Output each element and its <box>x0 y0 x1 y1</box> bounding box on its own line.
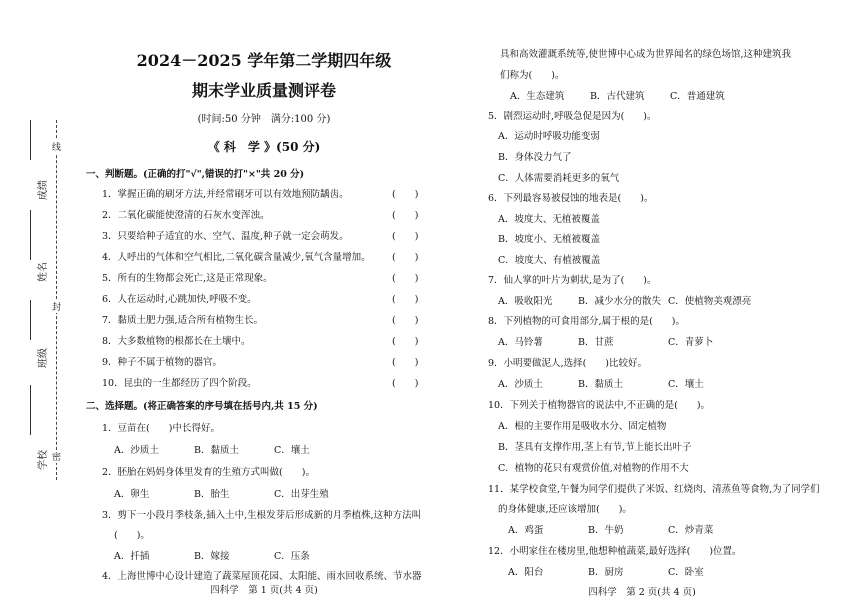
judge-answer-paren[interactable]: ( ) <box>392 210 419 221</box>
choice-question-stem: 12．小明家住在楼房里,他想种植蔬菜,最好选择( )位置。 <box>488 546 742 557</box>
choice-option: A．阳台 <box>508 567 544 578</box>
choice-question-stem: 7．仙人掌的叶片为刺状,是为了( )。 <box>488 275 657 286</box>
choice-question-stem: 9．小明要做泥人,选择( )比较好。 <box>488 358 647 369</box>
choice-option: A．吸收阳光 <box>498 296 553 307</box>
judge-answer-paren[interactable]: ( ) <box>392 315 419 326</box>
choice-question-stem: 3．剪下一小段月季枝条,插入土中,生根发芽后形成新的月季植株,这种方法叫 <box>102 510 422 521</box>
page-footer-left: 四科学 第 1 页(共 4 页) <box>210 585 318 596</box>
choice-question-stem-cont: ( )。 <box>114 530 150 541</box>
choice-option: A．鸡蛋 <box>508 525 544 536</box>
judge-item: 5．所有的生物都会死亡,这是正常现象。 <box>102 273 273 284</box>
choice-question-stem: 4．上海世博中心设计建造了蔬菜屋顶花园、太阳能、雨水回收系统、节水器 <box>102 571 422 582</box>
choice-option: A．马铃薯 <box>498 337 543 348</box>
choice-option: A．扦插 <box>114 551 150 562</box>
judge-item: 2．二氧化碳能使澄清的石灰水变浑浊。 <box>102 210 270 221</box>
section1-heading: 一、判断题。(正确的打"√",错误的打"×"共 20 分) <box>86 169 305 180</box>
choice-option: B．甘蔗 <box>578 337 614 348</box>
choice-option: A．沙质土 <box>498 379 543 390</box>
choice-question-stem: 6．下列最容易被侵蚀的地表是( )。 <box>488 193 654 204</box>
judge-answer-paren[interactable]: ( ) <box>392 231 419 242</box>
choice-question-stem: 11．某学校食堂,午餐为同学们提供了米饭、红烧肉、清蒸鱼等食物,为了同学们 <box>488 484 820 495</box>
choice-option: C．卧室 <box>668 567 704 578</box>
choice-option: C．炒青菜 <box>668 525 714 536</box>
choice-option: C．压条 <box>274 551 310 562</box>
cut-mark-bottom: 密 <box>52 450 61 463</box>
choice-option: C．出芽生殖 <box>274 489 329 500</box>
school-label: 学校 <box>38 450 49 470</box>
judge-item: 10．昆虫的一生都经历了四个阶段。 <box>102 378 257 389</box>
class-field[interactable] <box>30 300 31 340</box>
judge-item: 1．掌握正确的刷牙方法,并经常刷牙可以有效地预防龋齿。 <box>102 189 349 200</box>
choice-question-stem-cont: 们称为( )。 <box>500 70 565 81</box>
choice-option: B．古代建筑 <box>590 91 645 102</box>
choice-option: A．沙质土 <box>114 445 159 456</box>
choice-option: C．坡度大、有植被覆盖 <box>498 255 601 266</box>
choice-option: B．嫁接 <box>194 551 230 562</box>
choice-option: A．坡度大、无植被覆盖 <box>498 214 600 225</box>
score-field[interactable] <box>30 120 31 160</box>
judge-answer-paren[interactable]: ( ) <box>392 378 419 389</box>
choice-option: C．青萝卜 <box>668 337 714 348</box>
judge-answer-paren[interactable]: ( ) <box>392 273 419 284</box>
judge-item: 3．只要给种子适宜的水、空气、温度,种子就一定会萌发。 <box>102 231 349 242</box>
judge-answer-paren[interactable]: ( ) <box>392 357 419 368</box>
choice-option: A．卵生 <box>114 489 150 500</box>
choice-question-stem: 2．胚胎在妈妈身体里发育的生殖方式叫做( )。 <box>102 467 315 478</box>
choice-option: C．普通建筑 <box>670 91 725 102</box>
choice-question-stem: 5．剧烈运动时,呼吸急促是因为( )。 <box>488 111 657 122</box>
judge-answer-paren[interactable]: ( ) <box>392 294 419 305</box>
choice-option: C．使植物美观漂亮 <box>668 296 752 307</box>
name-label: 姓名 <box>38 262 49 282</box>
score-label: 成绩 <box>38 180 49 200</box>
choice-option: B．坡度小、无植被覆盖 <box>498 234 600 245</box>
choice-option: B．黏质土 <box>194 445 239 456</box>
choice-option: B．牛奶 <box>588 525 624 536</box>
judge-item: 7．黏质土肥力强,适合所有植物生长。 <box>102 315 264 326</box>
choice-option: B．胎生 <box>194 489 230 500</box>
section2-heading: 二、选择题。(将正确答案的序号填在括号内,共 15 分) <box>86 401 318 412</box>
class-label: 班级 <box>38 348 49 368</box>
choice-option: A．运动时呼吸功能变弱 <box>498 131 600 142</box>
choice-question-stem-cont: 具和高效灌溉系统等,使世博中心成为世界闻名的绿色场馆,这种建筑我 <box>500 49 792 60</box>
judge-item: 9．种子不属于植物的器官。 <box>102 357 223 368</box>
exam-title-line1: 2024－2025 学年第二学期四年级 <box>136 51 392 70</box>
exam-meta: (时间:50 分钟 满分:100 分) <box>197 114 331 125</box>
choice-question-stem: 1．豆苗在( )中长得好。 <box>102 423 220 434</box>
subject-title: 《 科 学 》(50 分) <box>207 140 321 154</box>
judge-item: 8．大多数植物的根都长在土壤中。 <box>102 336 251 347</box>
judge-item: 4．人呼出的气体和空气相比,二氧化碳含量减少,氧气含量增加。 <box>102 252 371 263</box>
choice-question-stem: 10．下列关于植物器官的说法中,不正确的是( )。 <box>488 400 711 411</box>
choice-option: B．厨房 <box>588 567 624 578</box>
name-field[interactable] <box>30 210 31 260</box>
judge-item: 6．人在运动时,心跳加快,呼吸不变。 <box>102 294 257 305</box>
judge-answer-paren[interactable]: ( ) <box>392 189 419 200</box>
choice-option: C．人体需要消耗更多的氧气 <box>498 173 620 184</box>
choice-option: B．黏质土 <box>578 379 623 390</box>
choice-option: C．壤土 <box>274 445 310 456</box>
judge-answer-paren[interactable]: ( ) <box>392 336 419 347</box>
choice-question-stem-cont: 的身体健康,还应该增加( )。 <box>498 504 632 515</box>
choice-question-stem: 8．下列植物的可食用部分,属于根的是( )。 <box>488 316 685 327</box>
choice-option: C．壤土 <box>668 379 704 390</box>
judge-answer-paren[interactable]: ( ) <box>392 252 419 263</box>
choice-option: A．生态建筑 <box>510 91 565 102</box>
choice-option: B．茎具有支撑作用,茎上有节,节上能长出叶子 <box>498 442 692 453</box>
choice-option: A．根的主要作用是吸收水分、固定植物 <box>498 421 667 432</box>
choice-option: B．身体没力气了 <box>498 152 572 163</box>
choice-option: C．植物的花只有观赏价值,对植物的作用不大 <box>498 463 689 474</box>
cut-mark-top: 线 <box>52 140 61 153</box>
page-footer-right: 四科学 第 2 页(共 4 页) <box>588 587 696 598</box>
choice-option: B．减少水分的散失 <box>578 296 661 307</box>
school-field[interactable] <box>30 385 31 435</box>
cut-mark-mid: 封 <box>52 300 61 313</box>
binding-margin <box>0 0 78 608</box>
exam-title-line2: 期末学业质量测评卷 <box>191 81 336 100</box>
